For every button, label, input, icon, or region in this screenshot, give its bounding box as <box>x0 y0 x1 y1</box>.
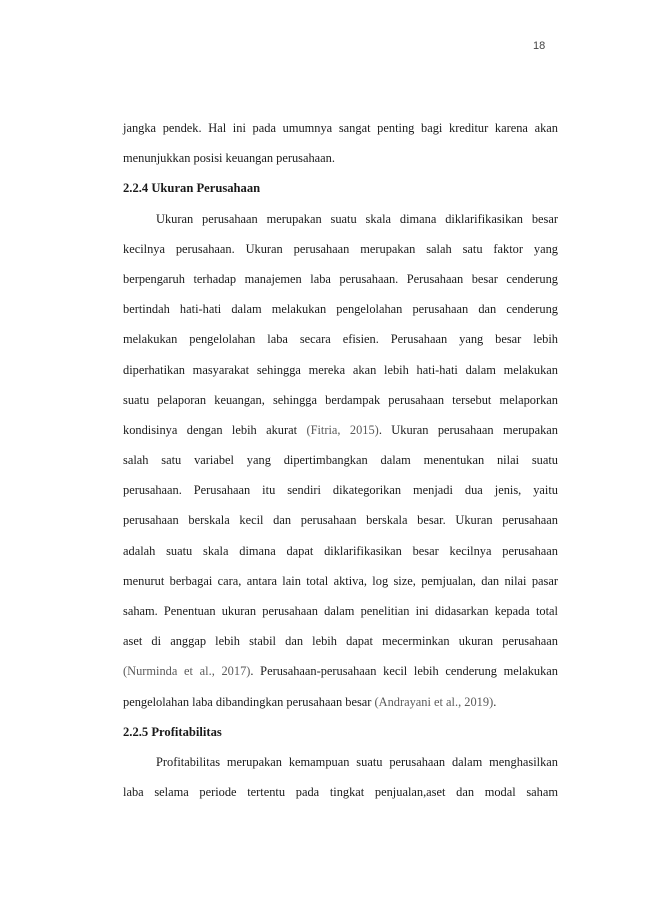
paragraph-line: melakukan pengelolahan laba secara efisien. Perusahaan yang besar lebih <box>123 332 558 347</box>
line-text: . Ukuran perusahaan merupakan <box>378 422 558 437</box>
paragraph-line: bertindah hati-hati dalam melakukan pengelolahan perusahaan dan cenderung <box>123 302 558 317</box>
section-heading-ukuran-perusahaan: 2.2.4 Ukuran Perusahaan <box>123 181 261 196</box>
line-text: pengelolahan laba dibandingkan perusahaan besar <box>123 694 375 709</box>
citation: (Fitria, 2015) <box>306 422 379 437</box>
paragraph-line: jangka pendek. Hal ini pada umumnya sangat penting bagi kreditur karena akan <box>123 121 558 135</box>
paragraph-line <box>123 687 558 717</box>
line-text: . Perusahaan-perusahaan kecil lebih cenderung melakukan <box>250 664 558 679</box>
paragraph-line: salah satu variabel yang dipertimbangkan dalam menentukan nilai suatu <box>123 453 558 468</box>
paragraph-line: perusahaan. Perusahaan itu sendiri dikategorikan menjadi dua jenis, yaitu <box>123 483 558 498</box>
citation: (Nurminda et al., 2017) <box>123 664 251 679</box>
section-heading-profitabilitas: 2.2.5 Profitabilitas <box>123 724 222 739</box>
paragraph-line: berpengaruh terhadap manajemen laba perusahaan. Perusahaan besar cenderung <box>123 271 558 286</box>
paragraph-line: diperhatikan masyarakat sehingga mereka akan lebih hati-hati dalam melakukan <box>123 362 558 377</box>
page-number: 18 <box>533 40 546 52</box>
paragraph-line: adalah suatu skala dimana dapat diklarifikasikan besar kecilnya perusahaan <box>123 543 558 558</box>
paragraph-line: menunjukkan posisi keuangan perusahaan. <box>123 151 335 166</box>
page-body <box>123 113 558 807</box>
paragraph-line: aset di anggap lebih stabil dan lebih dapat mecerminkan ukuran perusahaan <box>123 634 558 649</box>
citation: (Andrayani et al., 2019) <box>374 694 494 709</box>
paragraph-line: saham. Penentuan ukuran perusahaan dalam penelitian ini didasarkan kepada total <box>123 604 558 618</box>
paragraph-line: Ukuran perusahaan merupakan suatu skala dimana diklarifikasikan besar <box>156 211 558 226</box>
paragraph-line <box>123 415 558 445</box>
paragraph-line: suatu pelaporan keuangan, sehingga berdampak perusahaan tersebut melaporkan <box>123 392 558 407</box>
paragraph-line <box>123 656 558 686</box>
paragraph-line: laba selama periode tertentu pada tingkat penjualan,aset dan modal saham <box>123 785 558 800</box>
paragraph-line: perusahaan berskala kecil dan perusahaan berskala besar. Ukuran perusahaan <box>123 513 558 528</box>
paragraph-line: menurut berbagai cara, antara lain total aktiva, log size, pemjualan, dan nilai pasar <box>123 573 558 588</box>
line-text: . <box>493 694 497 709</box>
line-text: kondisinya dengan lebih akurat <box>123 422 307 437</box>
paragraph-line: kecilnya perusahaan. Ukuran perusahaan merupakan salah satu faktor yang <box>123 241 558 256</box>
paragraph-line: Profitabilitas merupakan kemampuan suatu perusahaan dalam menghasilkan <box>156 754 558 769</box>
